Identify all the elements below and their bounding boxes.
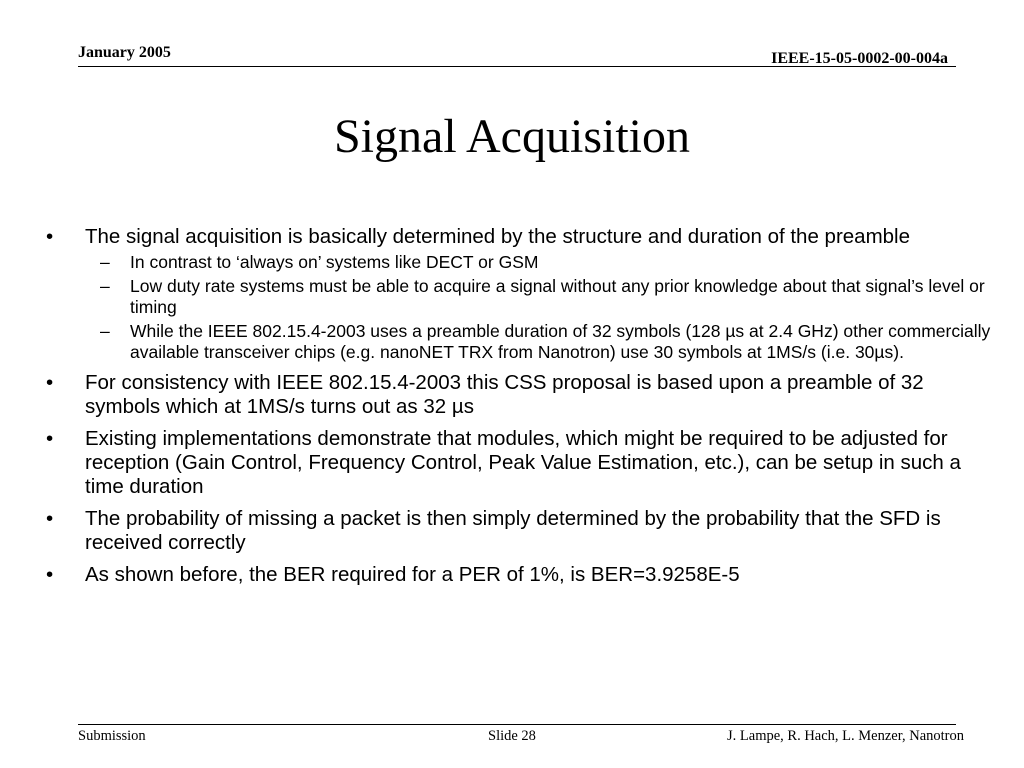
- sub-bullet-text: In contrast to ‘always on’ systems like DECT or GSM: [130, 252, 539, 272]
- bullet-item: [44, 225, 991, 363]
- sub-bullet-marker: –: [100, 321, 110, 341]
- bullet-text: As shown before, the BER required for a PER of 1%, is BER=3.9258E-5: [85, 563, 740, 586]
- header-divider: [78, 66, 956, 67]
- bullet-marker: •: [46, 563, 54, 586]
- header-date: January 2005: [78, 44, 171, 61]
- slide-title: Signal Acquisition: [333, 110, 690, 163]
- bullet-item: [44, 427, 984, 499]
- bullet-marker: •: [46, 225, 54, 248]
- bullet-item: [44, 563, 984, 587]
- footer-submission: Submission: [78, 728, 146, 744]
- sub-bullet-marker: –: [100, 276, 110, 296]
- sub-bullet-item: [44, 252, 1024, 273]
- slide-body: [44, 225, 991, 587]
- sub-bullet-list: [85, 252, 991, 363]
- bullet-marker: •: [46, 427, 54, 450]
- bullet-text: Existing implementations demonstrate that modules, which might be required to be adjusted for reception (Gain Control, Frequency Control, Peak Value Estimation, etc.), can be setup in such a time duration: [85, 427, 961, 498]
- sub-bullet-item: [44, 276, 1024, 318]
- bullet-marker: •: [46, 371, 54, 394]
- header-document-id: IEEE-15-05-0002-00-004a: [771, 50, 948, 67]
- bullet-text: The signal acquisition is basically determined by the structure and duration of the preamble: [85, 225, 911, 248]
- footer-slide-number: Slide 28: [488, 728, 536, 744]
- bullet-marker: •: [46, 507, 54, 530]
- sub-bullet-text: Low duty rate systems must be able to acquire a signal without any prior knowledge about that signal’s level or timing: [130, 276, 985, 317]
- sub-bullet-item: [44, 321, 1024, 363]
- footer-authors: J. Lampe, R. Hach, L. Menzer, Nanotron: [727, 728, 964, 744]
- bullet-text: The probability of missing a packet is then simply determined by the probability that the SFD is received correctly: [85, 507, 941, 554]
- bullet-text: For consistency with IEEE 802.15.4-2003 this CSS proposal is based upon a preamble of 32 symbols which at 1MS/s turns out as 32 µs: [85, 371, 924, 418]
- bullet-item: [44, 507, 984, 555]
- bullet-item: [44, 371, 984, 419]
- sub-bullet-marker: –: [100, 252, 110, 272]
- sub-bullet-text: While the IEEE 802.15.4-2003 uses a preamble duration of 32 symbols (128 µs at 2.4 GHz) other commercially available transceiver chips (e.g. nanoNET TRX from Nanotron) use 30 symbols at 1MS/s (i.e. 30µs).: [130, 321, 991, 362]
- footer-divider: [78, 724, 956, 725]
